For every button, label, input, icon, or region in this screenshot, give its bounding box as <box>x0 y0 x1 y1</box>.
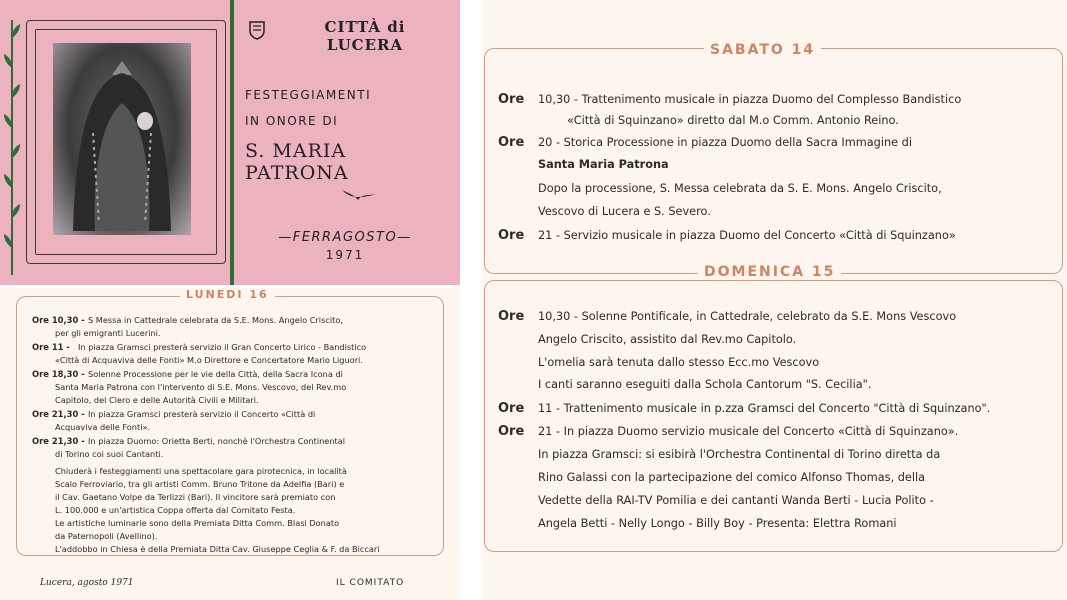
domenica-line: 11 - Trattenimento musicale in p.zza Gramsci del Concerto "Città di Squinzano". <box>538 402 991 415</box>
sabato-line: Dopo la processione, S. Messa celebrata da S. E. Mons. Angelo Criscito, <box>538 182 942 195</box>
lunedi-line: «Città di Acquaviva delle Fonti» M.o Direttore e Concertatore Mario Liguori. <box>55 355 363 365</box>
lunedi-line: Scalo Ferroviario, tra gli artisti Comm. Bruno Tritone da Adelfia (Bari) e <box>55 479 345 489</box>
lunedi-line: In piazza Gramsci presterà servizio il Gran Concerto Lirico - Bandistico <box>78 342 367 352</box>
lunedi-line: S Messa in Cattedrale celebrata da S.E. Mons. Angelo Criscito, <box>88 315 343 325</box>
lunedi-line: Santa Maria Patrona con l'intervento di S.E. Mons. Vescovo, del Rev.mo <box>55 382 347 392</box>
sabato-line: 10,30 - Trattenimento musicale in piazza Duomo del Complesso Bandistico <box>538 93 962 106</box>
lunedi-line: per gli emigranti Lucerini. <box>55 328 161 338</box>
domenica-line: Rino Galassi con la partecipazione del comico Alfonso Thomas, della <box>538 471 926 484</box>
lunedi-line: Le artistiche luminarie sono della Premiata Ditta Comm. Blasi Donato <box>55 518 340 528</box>
domenica-line: Angela Betti - Nelly Longo - Billy Boy - Presenta: Elettra Romani <box>538 517 897 530</box>
lunedi-line: il Cav. Gaetano Volpe da Terlizzi (Bari). Il vincitore sarà premiato con <box>55 492 336 502</box>
lunedi-line: di Torino coi suoi Cantanti. <box>55 449 164 459</box>
lunedi-card <box>0 288 460 600</box>
cover-panel <box>0 0 460 285</box>
weekend-card <box>482 0 1067 600</box>
sabato-title: SABATO 14 <box>704 42 821 58</box>
footer-place-date: Lucera, agosto 1971 <box>40 578 134 588</box>
lunedi-time-1: Ore 10,30 - <box>32 315 85 325</box>
domenica-line: I canti saranno eseguiti dalla Schola Cantorum "S. Cecilia". <box>538 378 872 391</box>
domenica-time-1: Ore <box>498 309 525 324</box>
domenica-line: Angelo Criscito, assistito dal Rev.mo Capitolo. <box>538 333 797 346</box>
domenica-line: Vedette della RAI-TV Pomilia e dei cantanti Wanda Berti - Lucia Polito - <box>538 494 934 507</box>
lunedi-line: L. 100.000 e un'artistica Coppa offerta dal Comitato Festa. <box>55 505 296 515</box>
cover-divider <box>230 0 234 285</box>
madonna-figure-icon <box>53 43 191 235</box>
lunedi-time-5: Ore 21,30 - <box>32 436 85 446</box>
sabato-time-3: Ore <box>498 228 525 243</box>
domenica-time-3: Ore <box>498 424 525 439</box>
domenica-time-2: Ore <box>498 401 525 416</box>
in-onore-text: IN ONORE DI <box>245 114 339 128</box>
lunedi-time-2: Ore 11 - <box>32 342 70 352</box>
lunedi-line: In piazza Gramsci presterà servizio il Concerto «Città di <box>88 409 316 419</box>
madonna-icon-image <box>53 43 191 235</box>
sabato-line: 20 - Storica Processione in piazza Duomo della Sacra Immagine di <box>538 136 912 149</box>
sabato-line: «Città di Squinzano» diretto dal M.o Comm. Antonio Reino. <box>567 114 899 127</box>
lunedi-time-3: Ore 18,30 - <box>32 369 85 379</box>
city-crest-icon <box>248 20 266 40</box>
sabato-line: Vescovo di Lucera e S. Severo. <box>538 205 711 218</box>
year-text: 1971 <box>325 248 365 262</box>
domenica-line: 10,30 - Solenne Pontificale, in Cattedrale, celebrato da S.E. Mons Vescovo <box>538 310 957 323</box>
festeggiamenti-text: FESTEGGIAMENTI <box>245 88 372 102</box>
lunedi-line: In piazza Duomo: Orietta Berti, nonchè l'Orchestra Continental <box>88 436 346 446</box>
sabato-time-1: Ore <box>498 92 525 107</box>
lunedi-line: Capitolo, del Clero e delle Autorità Civili e Militari. <box>55 395 259 405</box>
lunedi-line: Solenne Processione per le vie della Città, della Sacra Icona di <box>88 369 343 379</box>
domenica-line: L'omelia sarà tenuta dallo stesso Ecc.mo Vescovo <box>538 356 820 369</box>
domenica-line: 21 - In piazza Duomo servizio musicale del Concerto «Città di Squinzano». <box>538 425 959 438</box>
sabato-line: Santa Maria Patrona <box>538 158 669 171</box>
lunedi-line: L'addobbo in Chiesa è della Premiata Ditta Cav. Giuseppe Ceglia & F. da Biccari <box>55 544 380 554</box>
lunedi-title: LUNEDI 16 <box>180 288 275 301</box>
lunedi-time-4: Ore 21,30 - <box>32 409 85 419</box>
lunedi-line: da Paternopoli (Avellino). <box>55 531 158 541</box>
city-title: CITTÀ di LUCERA <box>324 18 406 54</box>
vine-decoration-icon <box>4 20 20 275</box>
patrona-title: S. MARIA PATRONA <box>245 140 349 184</box>
sabato-time-2: Ore <box>498 135 525 150</box>
ferragosto-label: FERRAGOSTO <box>292 230 398 245</box>
domenica-line: In piazza Gramsci: si esibirà l'Orchestra Continental di Torino diretta da <box>538 448 941 461</box>
domenica-title: DOMENICA 15 <box>698 264 841 280</box>
ferragosto-text: —FERRAGOSTO— <box>278 230 412 245</box>
sabato-line: 21 - Servizio musicale in piazza Duomo del Concerto «Città di Squinzano» <box>538 229 956 242</box>
lunedi-line: Chiuderà i festeggiamenti una spettacolare gara pirotecnica, in località <box>55 466 347 476</box>
footer-committee: IL COMITATO <box>336 578 405 588</box>
swallow-icon <box>340 188 378 202</box>
icon-frame <box>26 20 226 264</box>
lunedi-line: Acquaviva delle Fonti». <box>55 422 151 432</box>
